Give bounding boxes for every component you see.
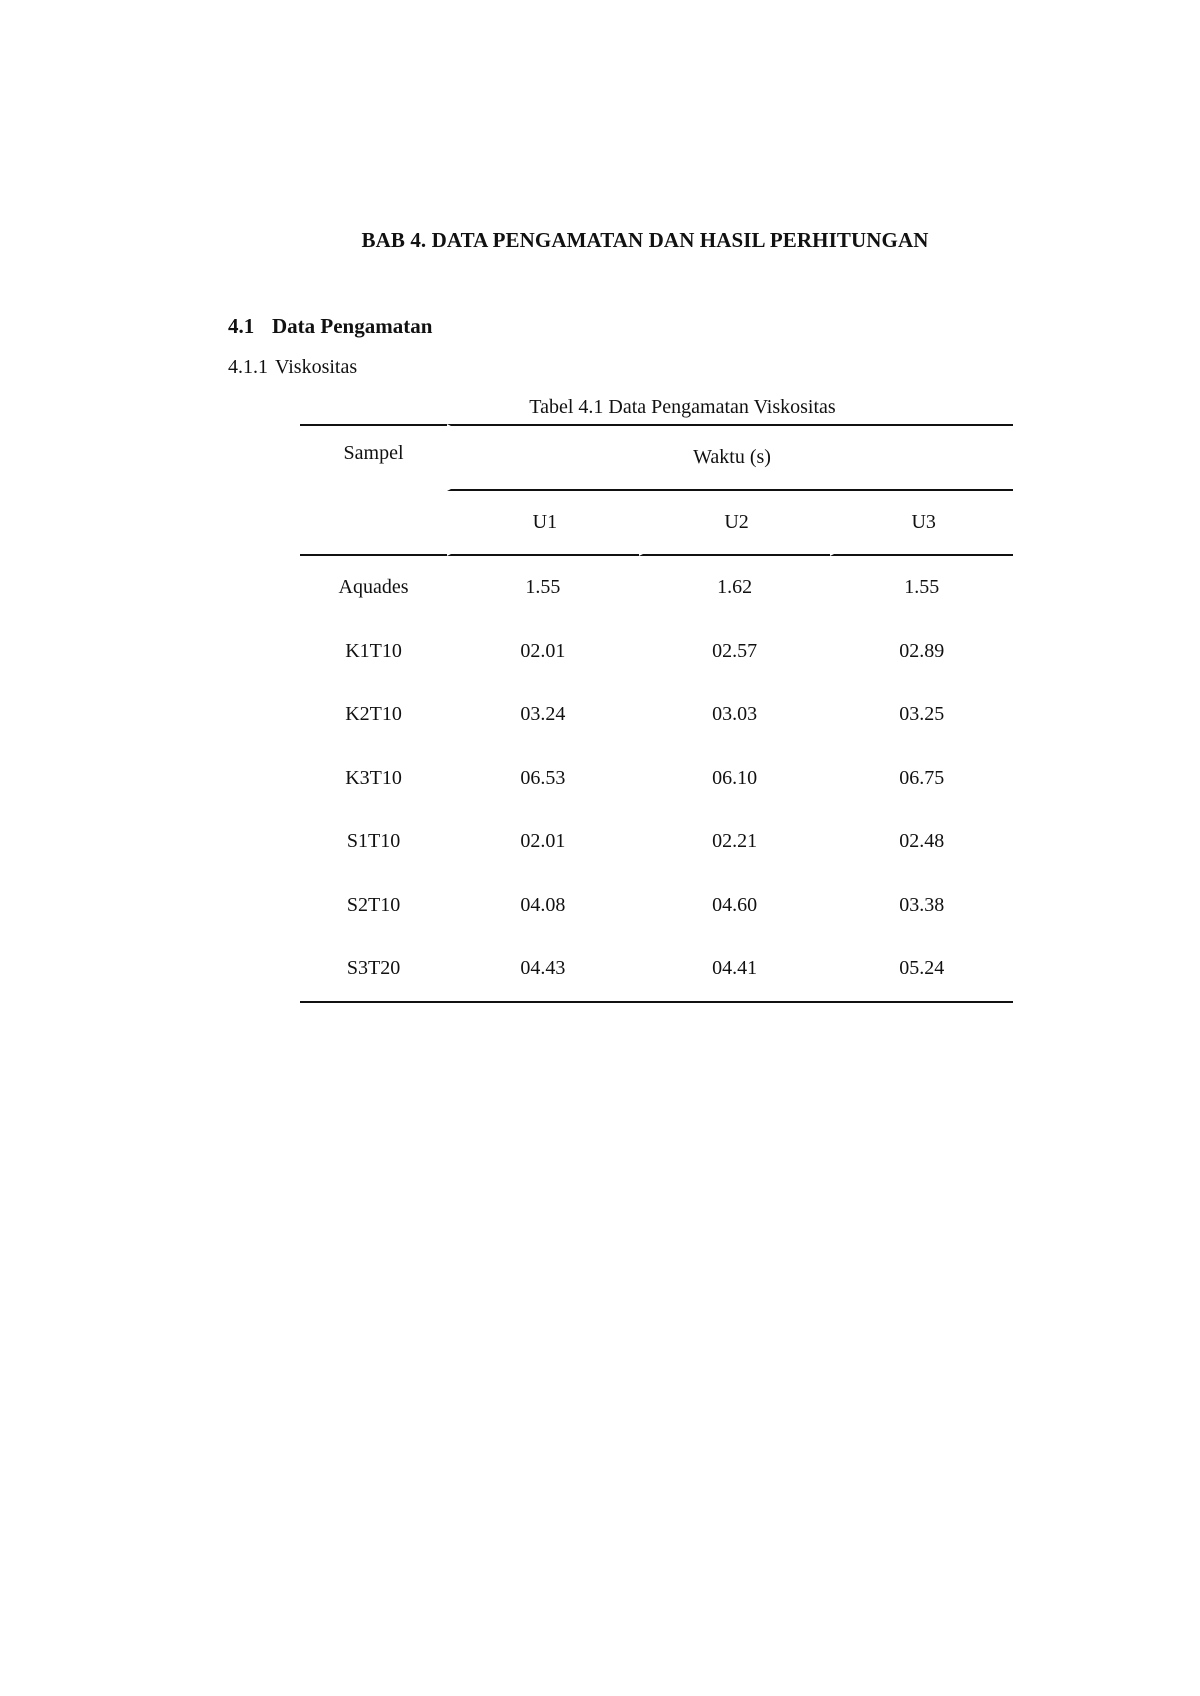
- viscosity-table: [300, 424, 1013, 1003]
- table-row: [300, 810, 1013, 874]
- cell-u3: 05.24: [830, 937, 1013, 1003]
- table-caption: Tabel 4.1 Data Pengamatan Viskositas: [529, 396, 836, 418]
- cell-u2: 1.62: [717, 576, 753, 599]
- table-row: [300, 937, 1013, 1003]
- cell-u2: 06.10: [712, 766, 758, 789]
- cell-u1: 03.24: [520, 703, 566, 726]
- cell-u2: 04.41: [639, 937, 831, 1003]
- section-title: Data Pengamatan: [272, 314, 433, 338]
- cell-sample: Aquades: [338, 576, 409, 599]
- cell-u2: 02.21: [712, 830, 758, 853]
- header-u1: U1: [447, 491, 639, 556]
- cell-sample: S3T20: [300, 937, 447, 1003]
- cell-u1: 02.01: [520, 830, 566, 853]
- cell-u1: 04.43: [447, 937, 639, 1003]
- cell-u3: 03.38: [899, 893, 945, 916]
- cell-u2: 04.60: [712, 893, 758, 916]
- header-u3: U3: [830, 491, 1013, 556]
- cell-sample: S1T10: [346, 830, 401, 853]
- cell-u1: 1.55: [525, 576, 561, 599]
- subsection-title: Viskositas: [275, 356, 358, 378]
- table-row: [300, 556, 1013, 620]
- cell-u1: 06.53: [520, 766, 566, 789]
- subsection-number: 4.1.1: [228, 356, 268, 378]
- subsection-heading: [228, 356, 357, 379]
- cell-u2: 03.03: [712, 703, 758, 726]
- cell-u1: 04.08: [520, 893, 566, 916]
- cell-u3: 06.75: [899, 766, 945, 789]
- cell-u3: 02.48: [899, 830, 945, 853]
- cell-sample: K1T10: [345, 639, 402, 662]
- cell-u3: 1.55: [904, 576, 940, 599]
- table-header-row: [300, 424, 1013, 491]
- cell-sample: K2T10: [345, 703, 402, 726]
- section-heading: [228, 314, 432, 339]
- cell-u2: 02.57: [712, 639, 758, 662]
- table-row: [300, 874, 1013, 938]
- chapter-title: BAB 4. DATA PENGAMATAN DAN HASIL PERHITUNGAN: [361, 228, 929, 252]
- header-sample: Sampel: [300, 424, 447, 556]
- cell-u3: 02.89: [899, 639, 945, 662]
- table-row: [300, 683, 1013, 747]
- table-row: [300, 620, 1013, 684]
- cell-sample: S2T10: [346, 893, 401, 916]
- cell-u3: 03.25: [899, 703, 945, 726]
- cell-u1: 02.01: [520, 639, 566, 662]
- header-u2: U2: [639, 491, 831, 556]
- header-time: Waktu (s): [447, 424, 1013, 491]
- cell-sample: K3T10: [345, 766, 402, 789]
- section-number: 4.1: [228, 314, 255, 338]
- table-row: [300, 747, 1013, 811]
